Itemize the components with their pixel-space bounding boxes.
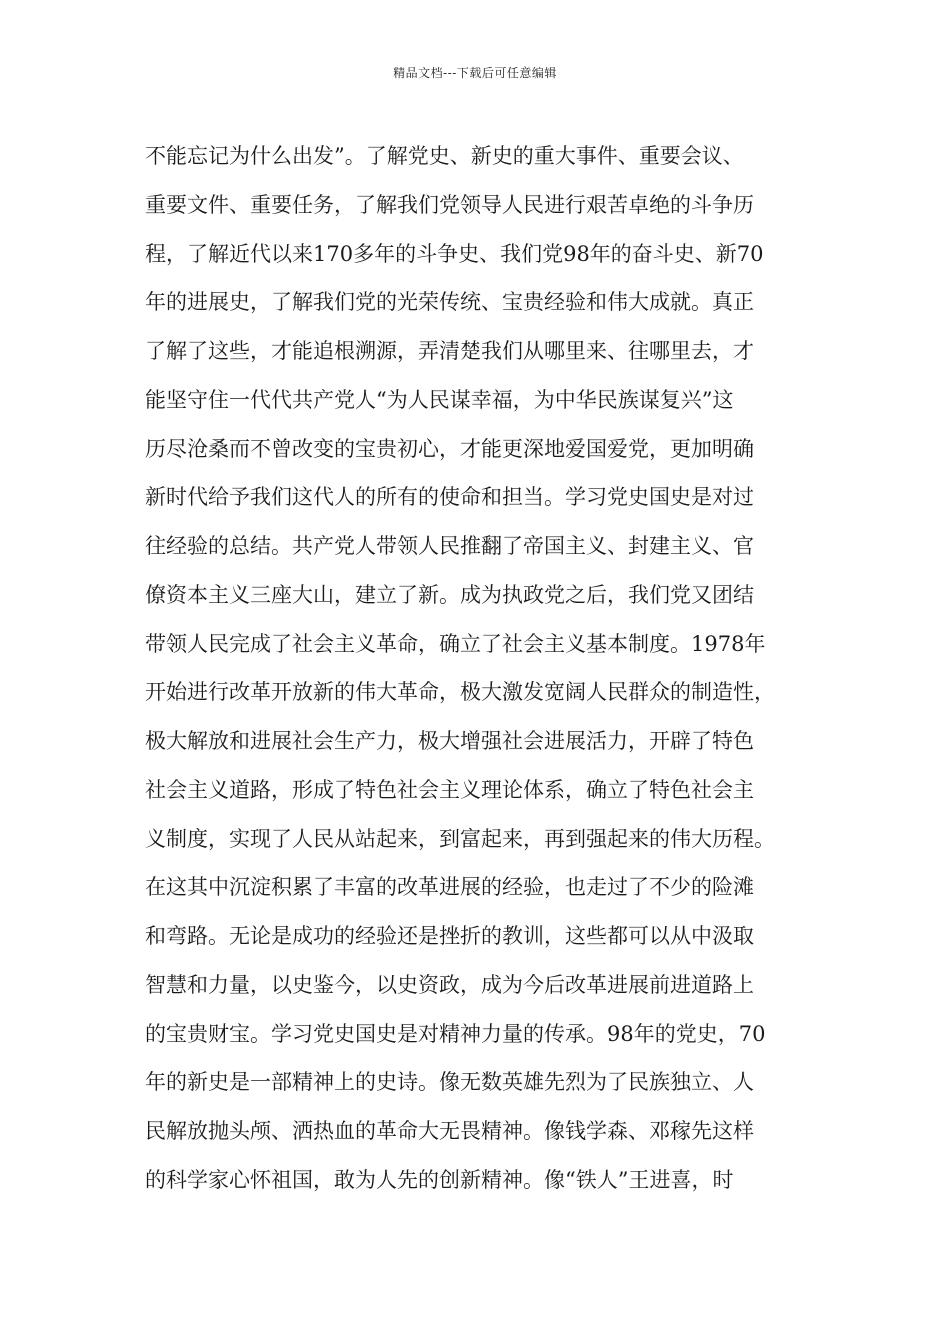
text-line: 不能忘记为什么出发”。了解党史、新史的重大事件、重要会议、 — [145, 144, 744, 168]
text-line: 的宝贵财宝。学习党史国史是对精神力量的传承。98年的党史，70 — [145, 1021, 766, 1046]
text-line: 了解了这些，才能追根溯源，弄清楚我们从哪里来、往哪里去，才 — [145, 339, 754, 363]
text-line: 年的进展史，了解我们党的光荣传统、宝贵经验和伟大成就。真正 — [145, 290, 754, 315]
text-line: 历尽沧桑而不曾改变的宝贵初心，才能更深地爱国爱党，更加明确 — [145, 436, 754, 461]
text-line: 极大解放和进展社会生产力，极大增强社会进展活力，开辟了特色 — [145, 729, 754, 753]
text-line: 开始进行改革开放新的伟大革命，极大激发宽阔人民群众的制造性， — [145, 680, 775, 705]
text-line: 智慧和力量，以史鉴今，以史资政，成为今后改革进展前进道路上 — [145, 972, 754, 997]
text-line: 带领人民完成了社会主义革命，确立了社会主义基本制度。1978年 — [145, 631, 766, 656]
text-line: 义制度，实现了人民从站起来，到富起来，再到强起来的伟大历程。 — [145, 826, 775, 851]
body-text — [145, 132, 835, 1205]
text-line: 僚资本主义三座大山，建立了新。成为执政党之后，我们党又团结 — [145, 582, 754, 607]
text-line: 的科学家心怀祖国，敢为人先的创新精神。像“铁人”王进喜，时 — [145, 1167, 734, 1192]
page-header: 精品文档---下载后可任意编辑 — [393, 66, 557, 80]
text-line: 民解放抛头颅、洒热血的革命大无畏精神。像钱学森、邓稼先这样 — [145, 1119, 754, 1143]
text-line: 和弯路。无论是成功的经验还是挫折的教训，这些都可以从中汲取 — [145, 924, 754, 948]
text-line: 重要文件、重要任务，了解我们党领导人民进行艰苦卓绝的斗争历 — [145, 192, 754, 217]
text-line: 程，了解近代以来170多年的斗争史、我们党98年的奋斗史、新70 — [145, 241, 764, 266]
text-line: 往经验的总结。共产党人带领人民推翻了帝国主义、封建主义、官 — [145, 534, 754, 558]
text-line: 社会主义道路，形成了特色社会主义理论体系，确立了特色社会主 — [145, 777, 754, 802]
text-line: 在这其中沉淀积累了丰富的改革进展的经验，也走过了不少的险滩 — [145, 875, 754, 900]
text-line: 年的新史是一部精神上的史诗。像无数英雄先烈为了民族独立、人 — [145, 1070, 754, 1095]
text-line: 能坚守住一代代共产党人“为人民谋幸福，为中华民族谋复兴”这 — [145, 387, 734, 412]
text-line: 新时代给予我们这代人的所有的使命和担当。学习党史国史是对过 — [145, 485, 754, 510]
